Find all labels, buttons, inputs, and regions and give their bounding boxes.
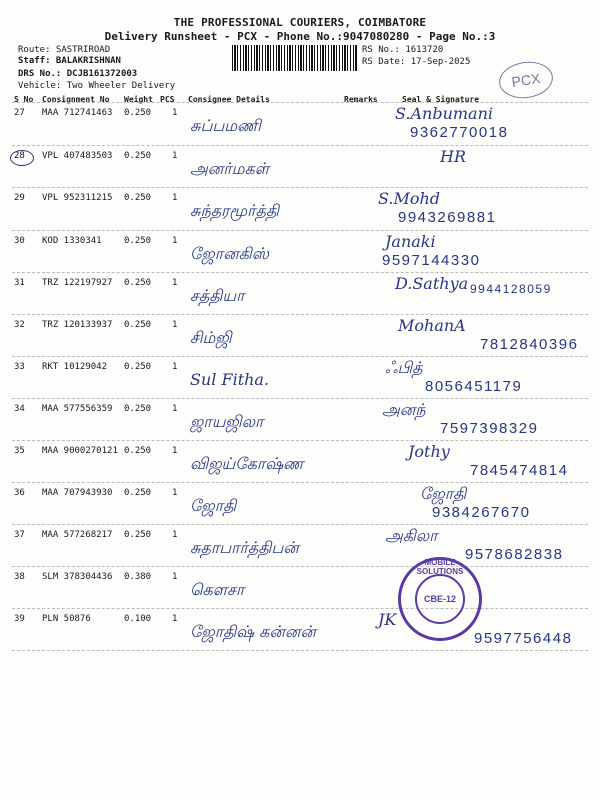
- signature-handwriting: அகிலா: [385, 526, 438, 545]
- consignee-handwriting: சிம்ஜி: [190, 328, 232, 347]
- cell-pcs: 1: [172, 193, 178, 203]
- company-title: THE PROFESSIONAL COURIERS, COIMBATORE: [173, 16, 427, 29]
- col-weight: Weight: [124, 95, 153, 104]
- cell-weight: 0.250: [124, 446, 152, 456]
- signature-handwriting: S.Mohd: [378, 189, 441, 208]
- signature-handwriting: Janaki: [385, 232, 436, 251]
- consignee-handwriting: ஜோனகிஸ்: [190, 244, 269, 263]
- cell-consignment-no: VPL 407483503: [42, 151, 113, 161]
- row-divider: [12, 187, 588, 188]
- cell-consignment-no: TRZ 120133937: [42, 320, 113, 330]
- phone-handwriting: 7597398329: [440, 420, 539, 437]
- cell-weight: 0.250: [124, 108, 152, 118]
- row-divider: [12, 398, 588, 399]
- cell-weight: 0.250: [124, 488, 152, 498]
- row-divider: [12, 356, 588, 357]
- row-divider: [12, 524, 588, 525]
- consignee-handwriting: Sul Fitha.: [190, 370, 270, 389]
- cell-sno: 35: [14, 446, 25, 456]
- consignee-handwriting: கெளசா: [190, 580, 245, 599]
- cell-pcs: 1: [172, 278, 178, 288]
- signature-handwriting: D.Sathya: [395, 274, 469, 293]
- cell-consignment-no: RKT 10129042: [42, 362, 108, 372]
- consignee-handwriting: சுந்தரமூர்த்தி: [190, 201, 279, 220]
- cell-pcs: 1: [172, 108, 178, 118]
- cell-sno: 32: [14, 320, 25, 330]
- runsheet-subtitle: Delivery Runsheet - PCX - Phone No.:9047080280 - Page No.:3: [104, 30, 496, 43]
- rs-no-label: RS No.: 1613720: [362, 45, 444, 55]
- consignee-handwriting: சுப்பமணி: [190, 116, 261, 135]
- col-consignment: Consignment No: [42, 95, 110, 104]
- row-divider: [12, 440, 588, 441]
- col-seal-signature: Seal & Signature: [402, 95, 480, 104]
- cell-consignment-no: PLN 50876: [42, 614, 91, 624]
- consignee-handwriting: ஜோதி: [190, 496, 237, 515]
- cell-pcs: 1: [172, 530, 178, 540]
- cell-weight: 0.380: [124, 572, 152, 582]
- phone-handwriting: 7845474814: [470, 462, 569, 479]
- row-divider: [12, 314, 588, 315]
- signature-handwriting: ஃபித்: [385, 358, 423, 377]
- cell-pcs: 1: [172, 614, 178, 624]
- row-divider: [12, 102, 588, 103]
- cell-weight: 0.250: [124, 151, 152, 161]
- cell-consignment-no: KOD 1330341: [42, 236, 102, 246]
- col-consignee: Consignee Details: [188, 95, 270, 104]
- cell-sno: 28: [14, 151, 25, 161]
- row-divider: [12, 230, 588, 231]
- row-divider: [12, 145, 588, 146]
- signature-handwriting: Jothy: [408, 442, 450, 461]
- cell-sno: 37: [14, 530, 25, 540]
- drs-label: DRS No.: DCJB161372003: [18, 69, 138, 79]
- cell-pcs: 1: [172, 446, 178, 456]
- row-divider: [12, 566, 588, 567]
- phone-handwriting: 9597756448: [474, 630, 573, 647]
- row-divider: [12, 482, 588, 483]
- phone-handwriting: 9597144330: [382, 252, 481, 269]
- phone-handwriting: 9578682838: [465, 546, 564, 563]
- cell-sno: 29: [14, 193, 25, 203]
- phone-handwriting: 8056451179: [425, 378, 523, 395]
- phone-handwriting: 9384267670: [432, 504, 531, 521]
- cell-consignment-no: MAA 577556359: [42, 404, 113, 414]
- handwritten-circle-mark: [10, 150, 34, 166]
- cell-weight: 0.250: [124, 278, 152, 288]
- col-remarks: Remarks: [344, 95, 378, 104]
- cell-consignment-no: MAA 577268217: [42, 530, 113, 540]
- cell-pcs: 1: [172, 151, 178, 161]
- vehicle-label: Vehicle: Two Wheeler Delivery: [18, 81, 176, 91]
- cell-sno: 27: [14, 108, 25, 118]
- cell-weight: 0.250: [124, 193, 152, 203]
- signature-handwriting: S.Anbumani: [395, 104, 494, 123]
- cell-weight: 0.250: [124, 236, 152, 246]
- cell-consignment-no: MAA 9000270121: [42, 446, 118, 456]
- cell-weight: 0.250: [124, 530, 152, 540]
- cell-sno: 38: [14, 572, 25, 582]
- seal-ring-text: MOBILE SOLUTIONS: [416, 558, 464, 576]
- cell-pcs: 1: [172, 362, 178, 372]
- signature-handwriting: அனந்: [382, 400, 426, 419]
- barcode: [232, 45, 357, 71]
- cell-sno: 36: [14, 488, 25, 498]
- cell-consignment-no: VPL 952311215: [42, 193, 113, 203]
- phone-handwriting: 9943269881: [398, 209, 497, 226]
- signature-handwriting: ஜோதி: [420, 484, 467, 503]
- cell-weight: 0.100: [124, 614, 152, 624]
- cell-consignment-no: SLM 378304436: [42, 572, 113, 582]
- consignee-handwriting: சுதாபார்த்திபன்: [190, 538, 299, 557]
- consignee-handwriting: அனர்மகள்: [190, 159, 270, 178]
- phone-handwriting: 7812840396: [480, 336, 579, 353]
- phone-handwriting: 9944128059: [470, 282, 552, 296]
- cell-sno: 34: [14, 404, 25, 414]
- cell-consignment-no: MAA 707943930: [42, 488, 113, 498]
- signature-handwriting: JK: [378, 610, 397, 629]
- cell-sno: 33: [14, 362, 25, 372]
- consignee-handwriting: சத்தியா: [190, 286, 245, 305]
- phone-handwriting: 9362770018: [410, 124, 509, 141]
- row-divider: [12, 650, 588, 651]
- cell-pcs: 1: [172, 572, 178, 582]
- col-sno: S No: [14, 95, 34, 104]
- route-label: Route: SASTRIROAD: [18, 45, 111, 55]
- cell-pcs: 1: [172, 488, 178, 498]
- seal-center-text: CBE-12: [415, 574, 465, 624]
- rs-date-label: RS Date: 17-Sep-2025: [362, 57, 471, 67]
- cell-sno: 39: [14, 614, 25, 624]
- row-divider: [12, 608, 588, 609]
- cell-pcs: 1: [172, 236, 178, 246]
- cell-weight: 0.250: [124, 362, 152, 372]
- row-divider: [12, 272, 588, 273]
- signature-handwriting: MohanA: [398, 316, 466, 335]
- cell-sno: 31: [14, 278, 25, 288]
- cell-sno: 30: [14, 236, 25, 246]
- staff-label: Staff: BALAKRISHNAN: [18, 56, 121, 66]
- col-pcs: PCS: [160, 95, 175, 104]
- consignee-handwriting: ஜோதிஷ் கன்னன்: [190, 622, 316, 641]
- cell-consignment-no: MAA 712741463: [42, 108, 113, 118]
- cell-pcs: 1: [172, 320, 178, 330]
- consignee-handwriting: விஜய்கோஷ்ண: [190, 454, 304, 473]
- pcx-stamp: PCX: [497, 58, 555, 101]
- cell-consignment-no: TRZ 122197927: [42, 278, 113, 288]
- mobile-solutions-seal: [398, 557, 482, 641]
- signature-handwriting: HR: [440, 147, 466, 166]
- cell-weight: 0.250: [124, 320, 152, 330]
- cell-weight: 0.250: [124, 404, 152, 414]
- cell-pcs: 1: [172, 404, 178, 414]
- consignee-handwriting: ஜாயஜிலா: [190, 412, 264, 431]
